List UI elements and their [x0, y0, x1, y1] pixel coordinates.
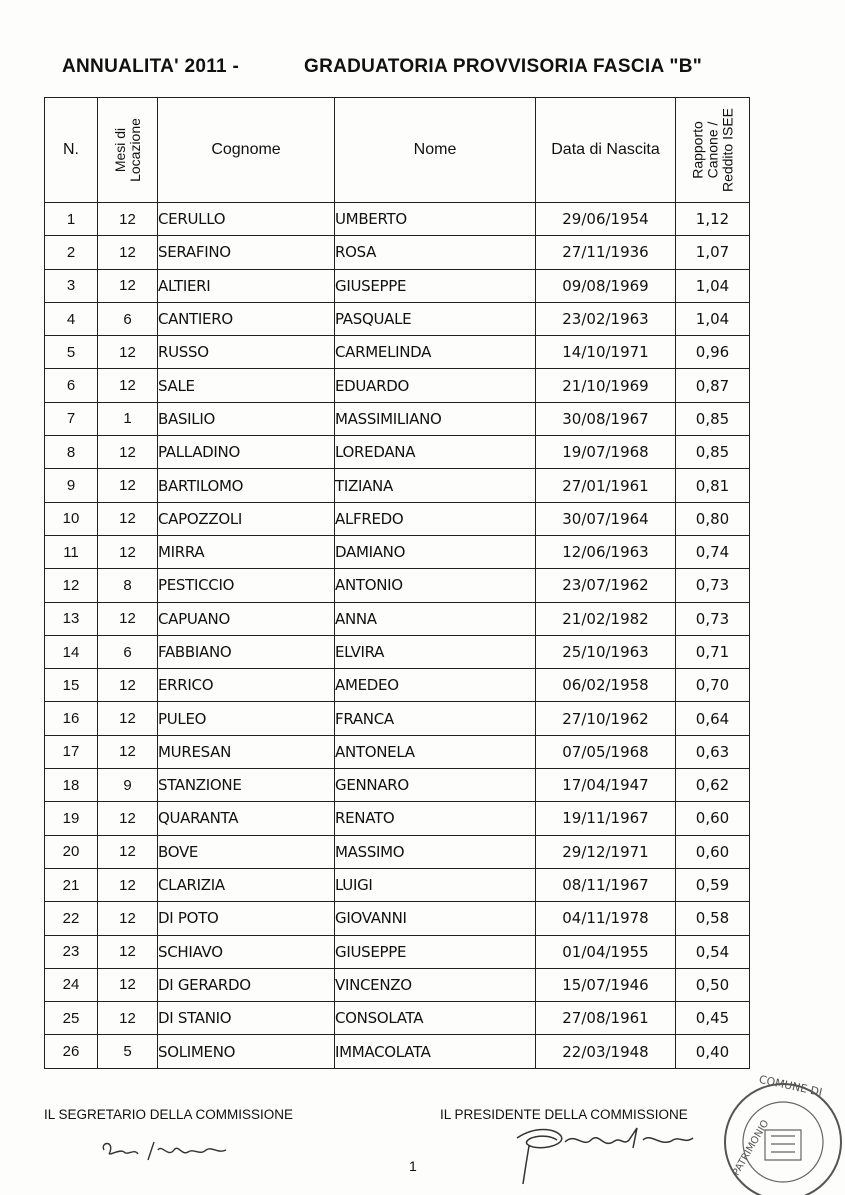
cell-months: 8: [98, 569, 158, 602]
cell-birthdate: 15/07/1946: [536, 968, 676, 1001]
cell-ratio: 0,50: [676, 968, 750, 1001]
cell-birthdate: 01/04/1955: [536, 935, 676, 968]
cell-months: 12: [98, 702, 158, 735]
cell-name: ANTONELA: [335, 735, 536, 768]
table-row: [45, 1002, 750, 1035]
cell-name: AMEDEO: [335, 669, 536, 702]
cell-months: 12: [98, 935, 158, 968]
table-row: [45, 502, 750, 535]
cell-surname: PULEO: [158, 702, 335, 735]
cell-number: 5: [45, 336, 98, 369]
header-months-line2: Locazione: [126, 118, 143, 182]
cell-birthdate: 14/10/1971: [536, 336, 676, 369]
table-row: [45, 535, 750, 568]
cell-ratio: 0,74: [676, 535, 750, 568]
cell-name: ALFREDO: [335, 502, 536, 535]
cell-birthdate: 30/07/1964: [536, 502, 676, 535]
cell-ratio: 0,60: [676, 835, 750, 868]
cell-months: 12: [98, 902, 158, 935]
cell-months: 12: [98, 802, 158, 835]
cell-name: PASQUALE: [335, 302, 536, 335]
cell-ratio: 1,07: [676, 236, 750, 269]
table-row: [45, 469, 750, 502]
cell-name: ROSA: [335, 236, 536, 269]
cell-birthdate: 19/07/1968: [536, 436, 676, 469]
table-row: [45, 669, 750, 702]
secretary-signature: [96, 1128, 256, 1168]
table-row: [45, 336, 750, 369]
cell-ratio: 0,73: [676, 569, 750, 602]
municipal-stamp: [693, 1062, 843, 1195]
page-number: 1: [409, 1158, 417, 1174]
header-surname: Cognome: [158, 98, 335, 203]
table-row: [45, 602, 750, 635]
cell-surname: DI GERARDO: [158, 968, 335, 1001]
cell-months: 12: [98, 835, 158, 868]
cell-birthdate: 06/02/1958: [536, 669, 676, 702]
header-months: [98, 98, 158, 203]
cell-name: FRANCA: [335, 702, 536, 735]
header-birthdate: Data di Nascita: [536, 98, 676, 203]
cell-months: 12: [98, 535, 158, 568]
cell-name: MASSIMILIANO: [335, 402, 536, 435]
cell-number: 9: [45, 469, 98, 502]
table-row: [45, 236, 750, 269]
cell-name: IMMACOLATA: [335, 1035, 536, 1068]
svg-text:COMUNE DI: COMUNE DI: [757, 1072, 824, 1099]
cell-months: 12: [98, 236, 158, 269]
cell-surname: STANZIONE: [158, 769, 335, 802]
cell-surname: ERRICO: [158, 669, 335, 702]
table-row: [45, 269, 750, 302]
table-row: [45, 968, 750, 1001]
cell-number: 10: [45, 502, 98, 535]
cell-name: CARMELINDA: [335, 336, 536, 369]
cell-months: 9: [98, 769, 158, 802]
cell-name: CONSOLATA: [335, 1002, 536, 1035]
cell-birthdate: 08/11/1967: [536, 868, 676, 901]
table-row: [45, 302, 750, 335]
cell-surname: SOLIMENO: [158, 1035, 335, 1068]
header-ratio-line2: Canone /: [704, 121, 720, 179]
cell-surname: SCHIAVO: [158, 935, 335, 968]
cell-name: RENATO: [335, 802, 536, 835]
cell-number: 15: [45, 669, 98, 702]
cell-surname: BARTILOMO: [158, 469, 335, 502]
cell-ratio: 0,54: [676, 935, 750, 968]
cell-number: 20: [45, 835, 98, 868]
cell-months: 12: [98, 735, 158, 768]
cell-number: 18: [45, 769, 98, 802]
header-name: Nome: [335, 98, 536, 203]
cell-ratio: 0,71: [676, 635, 750, 668]
cell-months: 6: [98, 635, 158, 668]
table-row: [45, 802, 750, 835]
cell-name: EDUARDO: [335, 369, 536, 402]
cell-surname: DI POTO: [158, 902, 335, 935]
cell-birthdate: 19/11/1967: [536, 802, 676, 835]
table-header-row: [45, 98, 750, 203]
table-row: [45, 569, 750, 602]
cell-number: 8: [45, 436, 98, 469]
cell-months: 12: [98, 968, 158, 1001]
cell-ratio: 1,04: [676, 269, 750, 302]
cell-birthdate: 27/01/1961: [536, 469, 676, 502]
table-row: [45, 369, 750, 402]
cell-name: LUIGI: [335, 868, 536, 901]
cell-name: ANNA: [335, 602, 536, 635]
cell-number: 2: [45, 236, 98, 269]
cell-number: 7: [45, 402, 98, 435]
cell-months: 12: [98, 436, 158, 469]
cell-months: 12: [98, 369, 158, 402]
table-row: [45, 868, 750, 901]
cell-name: UMBERTO: [335, 203, 536, 236]
cell-months: 12: [98, 203, 158, 236]
cell-number: 4: [45, 302, 98, 335]
cell-ratio: 0,58: [676, 902, 750, 935]
cell-ratio: 1,12: [676, 203, 750, 236]
document-title: [62, 52, 782, 86]
cell-surname: CAPUANO: [158, 602, 335, 635]
cell-birthdate: 23/02/1963: [536, 302, 676, 335]
table-row: [45, 1035, 750, 1068]
cell-months: 12: [98, 669, 158, 702]
cell-name: LOREDANA: [335, 436, 536, 469]
cell-surname: RUSSO: [158, 336, 335, 369]
cell-ratio: 0,85: [676, 436, 750, 469]
cell-birthdate: 17/04/1947: [536, 769, 676, 802]
cell-months: 12: [98, 1002, 158, 1035]
cell-months: 12: [98, 469, 158, 502]
cell-name: GIUSEPPE: [335, 935, 536, 968]
cell-number: 21: [45, 868, 98, 901]
cell-number: 6: [45, 369, 98, 402]
cell-ratio: 0,62: [676, 769, 750, 802]
cell-name: DAMIANO: [335, 535, 536, 568]
cell-birthdate: 25/10/1963: [536, 635, 676, 668]
title-year: ANNUALITA' 2011 -: [62, 56, 240, 77]
cell-ratio: 0,96: [676, 336, 750, 369]
cell-number: 23: [45, 935, 98, 968]
cell-surname: CLARIZIA: [158, 868, 335, 901]
cell-surname: SERAFINO: [158, 236, 335, 269]
cell-months: 12: [98, 602, 158, 635]
cell-birthdate: 07/05/1968: [536, 735, 676, 768]
table-row: [45, 735, 750, 768]
cell-number: 24: [45, 968, 98, 1001]
header-ratio-line1: Rapporto: [689, 121, 705, 179]
cell-ratio: 0,87: [676, 369, 750, 402]
header-months-line1: Mesi di: [111, 127, 128, 173]
cell-ratio: 0,63: [676, 735, 750, 768]
cell-ratio: 0,85: [676, 402, 750, 435]
cell-birthdate: 21/10/1969: [536, 369, 676, 402]
header-ratio-line3: Reddito ISEE: [719, 107, 735, 193]
cell-ratio: 1,04: [676, 302, 750, 335]
cell-surname: ALTIERI: [158, 269, 335, 302]
cell-number: 17: [45, 735, 98, 768]
cell-surname: BOVE: [158, 835, 335, 868]
cell-months: 12: [98, 502, 158, 535]
table-row: [45, 902, 750, 935]
table-row: [45, 702, 750, 735]
cell-surname: CAPOZZOLI: [158, 502, 335, 535]
header-ratio: [676, 98, 750, 203]
cell-surname: MIRRA: [158, 535, 335, 568]
cell-birthdate: 29/06/1954: [536, 203, 676, 236]
secretary-label: IL SEGRETARIO DELLA COMMISSIONE: [44, 1107, 294, 1122]
cell-name: TIZIANA: [335, 469, 536, 502]
svg-text:PATRIMONIO: PATRIMONIO: [730, 1118, 772, 1178]
cell-surname: FABBIANO: [158, 635, 335, 668]
table-row: [45, 769, 750, 802]
cell-ratio: 0,59: [676, 868, 750, 901]
table-row: [45, 402, 750, 435]
cell-ratio: 0,70: [676, 669, 750, 702]
cell-number: 19: [45, 802, 98, 835]
cell-birthdate: 29/12/1971: [536, 835, 676, 868]
cell-name: GENNARO: [335, 769, 536, 802]
cell-surname: QUARANTA: [158, 802, 335, 835]
cell-ratio: 0,60: [676, 802, 750, 835]
table-row: [45, 203, 750, 236]
cell-surname: PALLADINO: [158, 436, 335, 469]
cell-number: 26: [45, 1035, 98, 1068]
cell-birthdate: 23/07/1962: [536, 569, 676, 602]
cell-months: 1: [98, 402, 158, 435]
cell-birthdate: 04/11/1978: [536, 902, 676, 935]
cell-months: 5: [98, 1035, 158, 1068]
cell-number: 3: [45, 269, 98, 302]
cell-ratio: 0,45: [676, 1002, 750, 1035]
table-body: [45, 203, 750, 1069]
cell-surname: MURESAN: [158, 735, 335, 768]
cell-number: 22: [45, 902, 98, 935]
cell-birthdate: 27/08/1961: [536, 1002, 676, 1035]
table-row: [45, 635, 750, 668]
cell-months: 12: [98, 868, 158, 901]
cell-number: 14: [45, 635, 98, 668]
cell-ratio: 0,73: [676, 602, 750, 635]
cell-birthdate: 22/03/1948: [536, 1035, 676, 1068]
cell-number: 11: [45, 535, 98, 568]
cell-name: GIOVANNI: [335, 902, 536, 935]
president-label: IL PRESIDENTE DELLA COMMISSIONE: [440, 1107, 688, 1122]
cell-surname: SALE: [158, 369, 335, 402]
cell-number: 13: [45, 602, 98, 635]
cell-birthdate: 09/08/1969: [536, 269, 676, 302]
cell-months: 12: [98, 269, 158, 302]
cell-number: 12: [45, 569, 98, 602]
cell-surname: CANTIERO: [158, 302, 335, 335]
cell-surname: PESTICCIO: [158, 569, 335, 602]
title-main: GRADUATORIA PROVVISORIA FASCIA "B": [304, 56, 703, 77]
cell-ratio: 0,81: [676, 469, 750, 502]
cell-months: 12: [98, 336, 158, 369]
table-row: [45, 835, 750, 868]
cell-birthdate: 12/06/1963: [536, 535, 676, 568]
cell-birthdate: 27/10/1962: [536, 702, 676, 735]
cell-name: GIUSEPPE: [335, 269, 536, 302]
cell-number: 16: [45, 702, 98, 735]
cell-name: VINCENZO: [335, 968, 536, 1001]
cell-surname: BASILIO: [158, 402, 335, 435]
cell-number: 1: [45, 203, 98, 236]
cell-name: MASSIMO: [335, 835, 536, 868]
cell-birthdate: 30/08/1967: [536, 402, 676, 435]
cell-name: ANTONIO: [335, 569, 536, 602]
header-number: N.: [45, 98, 98, 203]
president-signature: [505, 1118, 705, 1188]
cell-number: 25: [45, 1002, 98, 1035]
table-row: [45, 436, 750, 469]
cell-ratio: 0,40: [676, 1035, 750, 1068]
ranking-table: [44, 97, 750, 1069]
cell-surname: CERULLO: [158, 203, 335, 236]
cell-birthdate: 27/11/1936: [536, 236, 676, 269]
cell-surname: DI STANIO: [158, 1002, 335, 1035]
cell-name: ELVIRA: [335, 635, 536, 668]
cell-birthdate: 21/02/1982: [536, 602, 676, 635]
cell-months: 6: [98, 302, 158, 335]
cell-ratio: 0,80: [676, 502, 750, 535]
table-row: [45, 935, 750, 968]
cell-ratio: 0,64: [676, 702, 750, 735]
